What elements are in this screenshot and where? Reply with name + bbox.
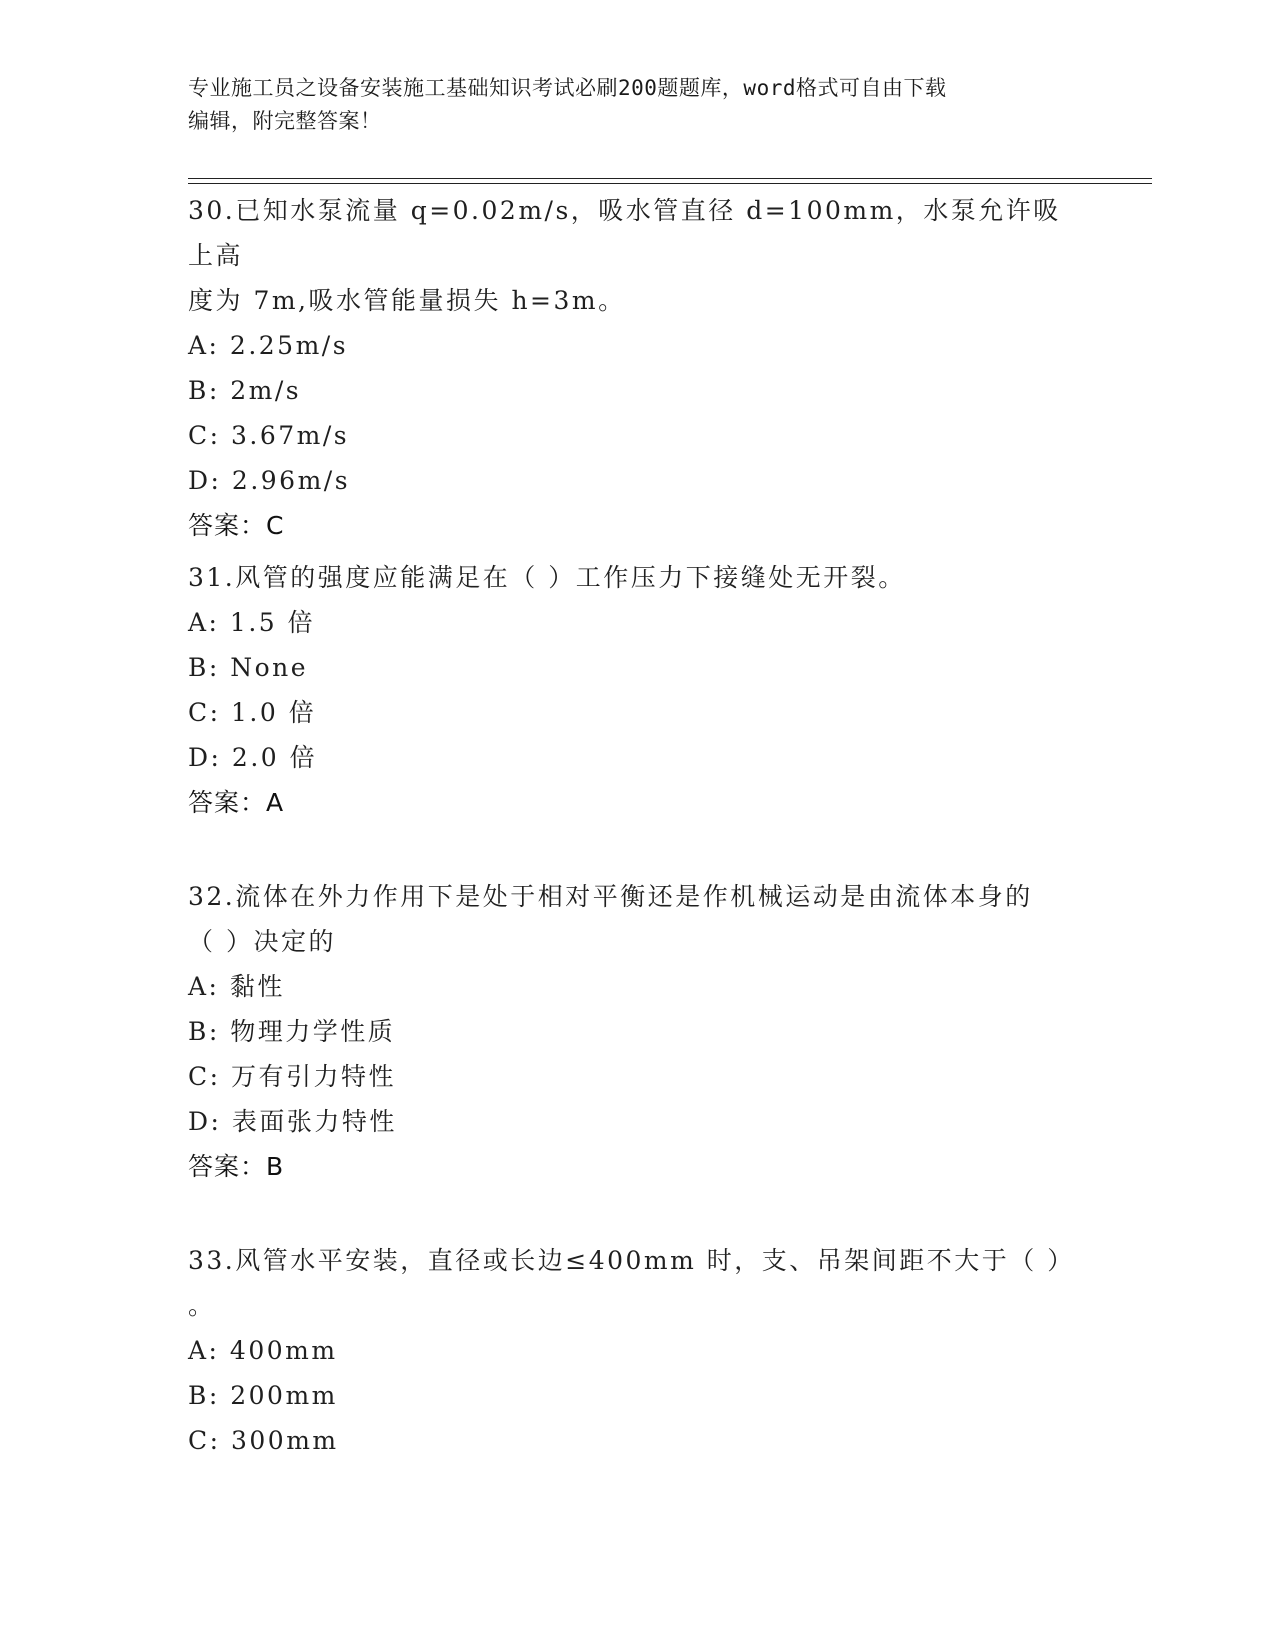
header-divider-bottom <box>188 183 1152 184</box>
answer-line: 答案：A <box>188 788 285 817</box>
option-a: A: 黏性 <box>188 972 285 1001</box>
question-stem-line: 30.已知水泵流量 q=0.02m/s，吸水管直径 d=100mm，水泵允许吸上高 <box>188 196 1061 270</box>
question-32 <box>188 874 1088 1189</box>
question-stem-line: （ ）决定的 <box>188 927 336 956</box>
option-c: C: 万有引力特性 <box>188 1062 396 1091</box>
header-line-2: 编辑，附完整答案！ <box>188 109 382 133</box>
header-line-1: 专业施工员之设备安装施工基础知识考试必刷200题题库，word格式可自由下载 <box>188 76 947 100</box>
question-stem-line: 度为 7m,吸水管能量损失 h=3m。 <box>188 286 626 315</box>
question-30 <box>188 188 1088 548</box>
option-c: C: 3.67m/s <box>188 421 350 450</box>
option-c: C: 300mm <box>188 1426 339 1455</box>
question-stem-line: 。 <box>188 1291 216 1320</box>
answer-line: 答案：B <box>188 1152 285 1181</box>
option-b: B: None <box>188 653 309 682</box>
option-b: B: 物理力学性质 <box>188 1017 396 1046</box>
option-d: D: 2.96m/s <box>188 466 351 495</box>
option-a: A: 400mm <box>188 1336 338 1365</box>
option-d: D: 2.0 倍 <box>188 743 318 772</box>
question-31 <box>188 555 1088 825</box>
question-33 <box>188 1238 1088 1463</box>
option-c: C: 1.0 倍 <box>188 698 317 727</box>
option-a: A: 1.5 倍 <box>188 608 316 637</box>
option-b: B: 2m/s <box>188 376 302 405</box>
question-stem-line: 32.流体在外力作用下是处于相对平衡还是作机械运动是由流体本身的 <box>188 882 1033 911</box>
question-stem-line: 31.风管的强度应能满足在（ ）工作压力下接缝处无开裂。 <box>188 563 906 592</box>
answer-line: 答案：C <box>188 511 285 540</box>
option-a: A: 2.25m/s <box>188 331 349 360</box>
question-stem-line: 33.风管水平安装，直径或长边≤400mm 时，支、吊架间距不大于（ ） <box>188 1246 1075 1275</box>
option-b: B: 200mm <box>188 1381 338 1410</box>
header-divider-top <box>188 178 1152 179</box>
option-d: D: 表面张力特性 <box>188 1107 397 1136</box>
document-header <box>188 72 1088 138</box>
